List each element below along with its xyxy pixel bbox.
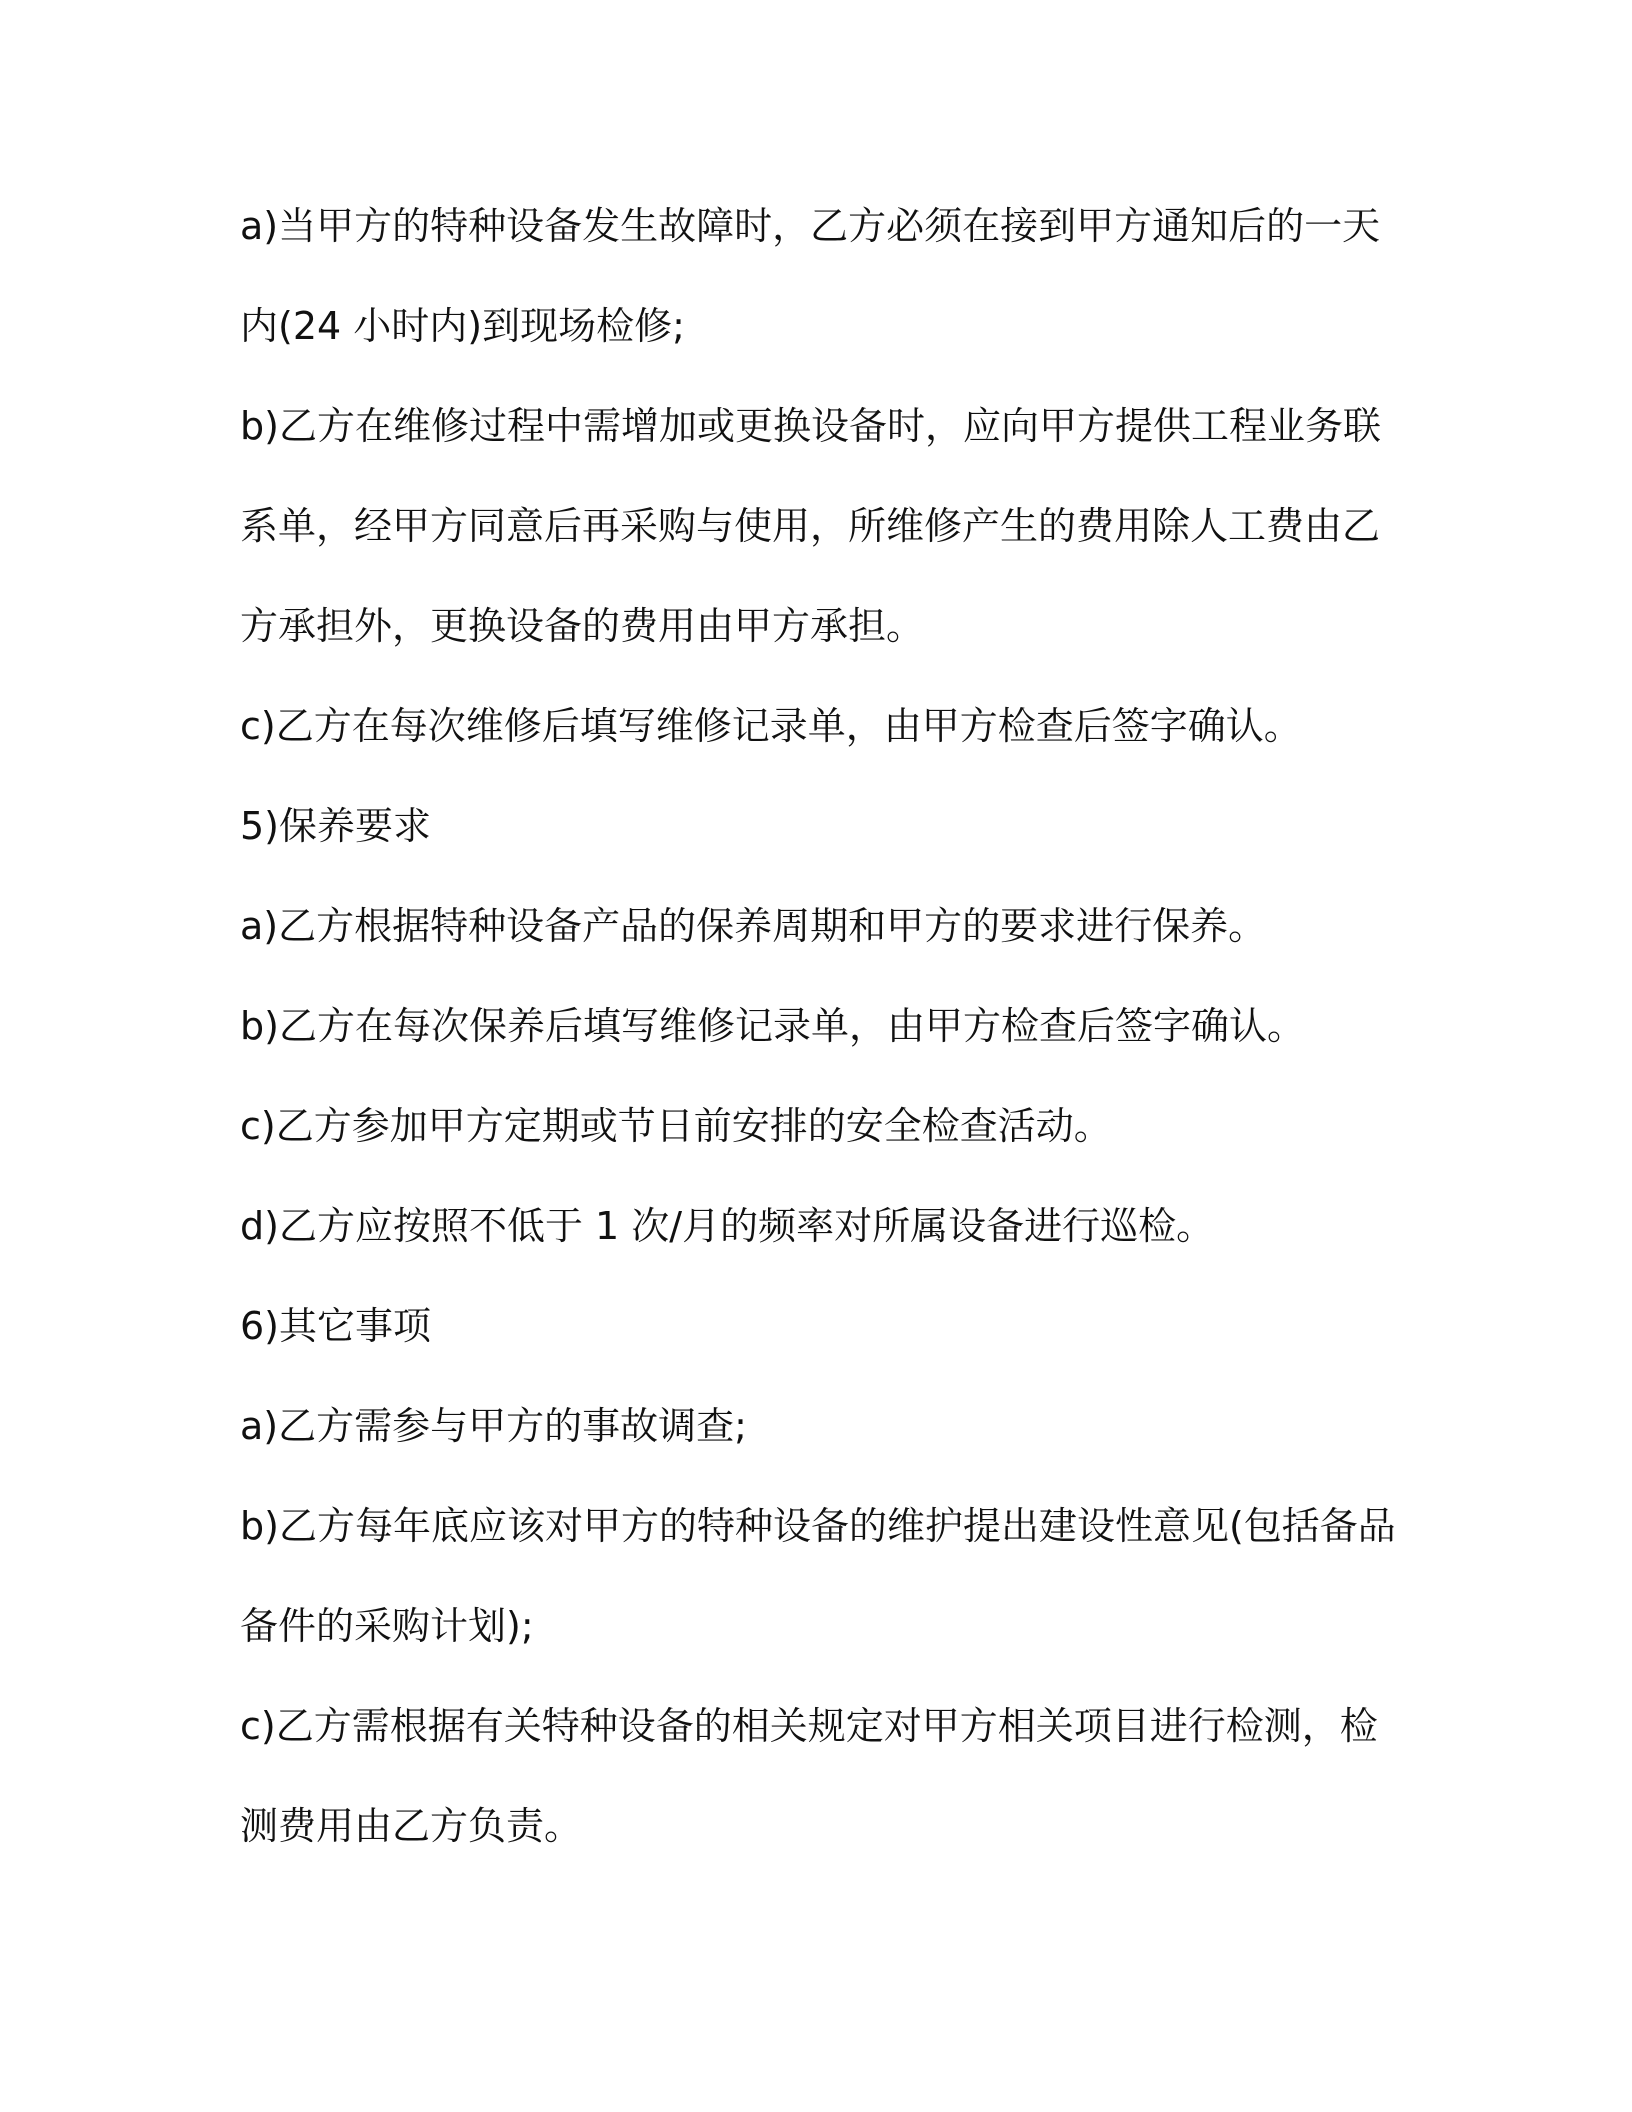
- text-line: 测费用由乙方负责。: [240, 1804, 583, 1848]
- text-line: b)乙方每年底应该对甲方的特种设备的维护提出建设性意见(包括备品: [240, 1504, 1396, 1548]
- document-body: [240, 176, 1396, 1876]
- text-line: a)当甲方的特种设备发生故障时，乙方必须在接到甲方通知后的一天: [240, 204, 1381, 248]
- section-heading: 6)其它事项: [240, 1304, 432, 1348]
- text-line: d)乙方应按照不低于 1 次/月的频率对所属设备进行巡检。: [240, 1204, 1215, 1248]
- text-line: b)乙方在每次保养后填写维修记录单，由甲方检查后签字确认。: [240, 1004, 1305, 1048]
- text-line: c)乙方在每次维修后填写维修记录单，由甲方检查后签字确认。: [240, 704, 1302, 748]
- text-line: 系单，经甲方同意后再采购与使用，所维修产生的费用除人工费由乙: [240, 504, 1381, 548]
- text-line: a)乙方根据特种设备产品的保养周期和甲方的要求进行保养。: [240, 904, 1267, 948]
- text-line: 内(24 小时内)到现场检修;: [240, 304, 685, 348]
- text-line: 方承担外，更换设备的费用由甲方承担。: [240, 604, 925, 648]
- section-heading: 5)保养要求: [240, 804, 432, 848]
- text-line: b)乙方在维修过程中需增加或更换设备时，应向甲方提供工程业务联: [240, 404, 1381, 448]
- text-line: 备件的采购计划);: [240, 1604, 534, 1648]
- text-line: a)乙方需参与甲方的事故调查;: [240, 1404, 747, 1448]
- text-line: c)乙方需根据有关特种设备的相关规定对甲方相关项目进行检测，检: [240, 1704, 1378, 1748]
- text-line: c)乙方参加甲方定期或节日前安排的安全检查活动。: [240, 1104, 1112, 1148]
